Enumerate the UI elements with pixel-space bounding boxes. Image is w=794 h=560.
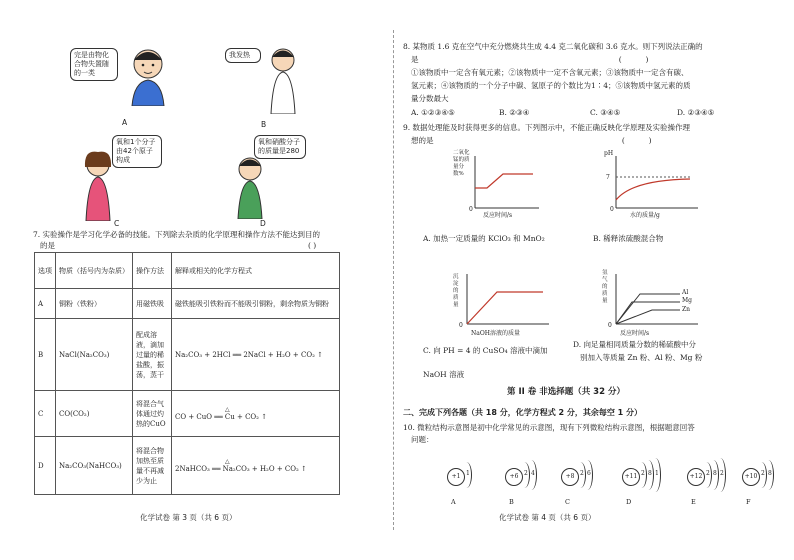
atom-nucleus: +10 <box>742 468 760 486</box>
q9-line1: 9. 数据处理能及时获得更多的信息。下列图示中，不能正确反映化学原理及实验操作理 <box>403 123 691 132</box>
graph-c-xlabel: NaOH溶液的质量 <box>471 330 520 337</box>
q8-option-a: A. ①②③④⑤ <box>411 108 455 117</box>
row-explain-text: 2NaHCO₃ ══ Na₂CO₃ + H₂O + CO₂ ↑ <box>175 465 307 473</box>
q8-line1: 8. 某物质 1.6 克在空气中充分燃烧共生成 4.4 克二氧化碳和 3.6 克水。则下列说法正确的 <box>403 42 703 51</box>
row-explain: 磁铁能吸引铁粉而不能吸引铜粉，剩余物质为铜粉 <box>172 289 340 319</box>
row-method: 将混合气体通过灼热的CuO <box>133 391 172 437</box>
reaction-condition: △ <box>225 406 230 413</box>
page-footer-left: 化学试卷 第 3 页（共 6 页） <box>140 513 237 522</box>
electron-count: 2 <box>524 470 528 477</box>
graph-b-zero: 0 <box>610 206 614 213</box>
graph-d-caption-2: 别加入等质量 Zn 粉、Al 粉、Mg 粉 <box>580 353 703 362</box>
row-substance: 铜粉（铁粉） <box>56 289 133 319</box>
row-substance: Na₂CO₃(NaHCO₃) <box>56 437 133 495</box>
q7-answer-paren: ( ) <box>308 241 317 250</box>
graph-b-caption: B. 稀释浓硫酸混合物 <box>593 234 664 243</box>
atom-nucleus: +11 <box>622 468 640 486</box>
table-header-explain: 解释或相关的化学方程式 <box>172 253 340 289</box>
electron-count: 1 <box>655 470 659 477</box>
table-row <box>35 319 340 391</box>
series-label-zn: Zn <box>682 306 691 313</box>
q9-line2: 想的是 ( ) <box>411 136 652 145</box>
cartoon-b <box>225 40 335 130</box>
atom-nucleus: +6 <box>505 468 523 486</box>
speech-text-b: 我发热 <box>229 51 250 59</box>
q7-stem-line2: 的是 <box>40 241 55 250</box>
left-page <box>0 0 393 560</box>
series-label-al: Al <box>682 289 689 296</box>
row-explain-text: CO + CuO ══ Cu + CO₂ ↑ <box>175 413 268 421</box>
atom-label: E <box>691 498 696 506</box>
graph-d-ylabel: 氢气的质量 <box>602 270 608 304</box>
table-header-substance: 物质（括号内为杂质） <box>56 253 133 289</box>
electron-count: 2 <box>761 470 765 477</box>
row-substance: CO(CO₂) <box>56 391 133 437</box>
table-header-option: 选项 <box>35 253 56 289</box>
atom-label: C <box>565 498 570 506</box>
atom-nucleus: +1 <box>447 468 465 486</box>
series-label-mg: Mg <box>682 297 692 304</box>
part2-title: 第 II 卷 非选择题（共 32 分） <box>507 387 625 397</box>
speech-text-a: 完是由物化合物失置随的一类 <box>74 51 109 77</box>
atom-label: B <box>509 498 514 506</box>
reaction-condition: △ <box>225 458 230 465</box>
atom-label: A <box>451 498 456 506</box>
boy-figure-icon <box>230 153 270 219</box>
speech-bubble-c <box>112 135 162 168</box>
table-row <box>35 437 340 495</box>
row-method: 配成溶液，滴加过量的稀盐酸，振荡，蒸干 <box>133 319 172 391</box>
graph-b-ytick: 7 <box>606 174 610 181</box>
electron-count: 2 <box>641 470 645 477</box>
electron-count: 8 <box>648 470 652 477</box>
girl-figure-icon <box>78 149 118 221</box>
graph-d-plot <box>602 270 702 338</box>
graph-c-caption-2: NaOH 溶液 <box>423 370 465 379</box>
row-method: 用磁铁吸 <box>133 289 172 319</box>
cartoon-a <box>70 40 180 130</box>
graph-d-xlabel: 反应时间/s <box>620 330 650 337</box>
graph-a <box>453 150 543 220</box>
cartoon-label-d: D <box>260 219 266 228</box>
electron-count: 8 <box>713 470 717 477</box>
q7-stem-line1: 7. 实验操作是学习化学必备的技能。下列除去杂质的化学原理和操作方法不能达到目的 <box>33 230 321 239</box>
row-substance: NaCl(Na₂CO₃) <box>56 319 133 391</box>
row-option: B <box>35 319 56 391</box>
electron-count: 4 <box>531 470 535 477</box>
speech-text-d: 氧和硝酸分子的质量是280 <box>258 138 300 155</box>
q8-option-b: B. ②③④ <box>499 108 530 117</box>
q8-line2: 是 ( ) <box>411 55 649 64</box>
graph-d-zero: 0 <box>608 322 612 329</box>
row-explain: Na₂CO₃ + 2HCl ══ 2NaCl + H₂O + CO₂ ↑ <box>172 319 340 391</box>
row-explain <box>172 437 340 495</box>
speech-text-c: 氧和1个分子由42个原子构成 <box>116 138 156 164</box>
row-explain <box>172 391 340 437</box>
atom-nucleus: +12 <box>687 468 705 486</box>
cartoon-d <box>230 135 340 230</box>
row-option: D <box>35 437 56 495</box>
graph-a-zero: 0 <box>469 206 473 213</box>
graph-c-caption-1: C. 向 PH = 4 的 CuSO₄ 溶液中滴加 <box>423 346 548 355</box>
page-footer-right: 化学试卷 第 4 页（共 6 页） <box>499 513 596 522</box>
atom-label: D <box>626 498 632 506</box>
right-page <box>397 0 794 560</box>
row-method: 将混合物加热至质量不再减少为止 <box>133 437 172 495</box>
graph-c-zero: 0 <box>459 322 463 329</box>
graph-a-xlabel: 反应时间/s <box>483 212 513 219</box>
graph-a-ylabel: 二氧化锰的质量分数% <box>453 150 470 177</box>
boy-figure-icon <box>263 44 303 114</box>
electron-count: 8 <box>768 470 772 477</box>
cartoon-label-b: B <box>261 120 267 129</box>
graph-b <box>602 150 702 220</box>
section2-heading: 二、完成下列各题（共 18 分，化学方程式 2 分，其余每空 1 分） <box>403 408 642 417</box>
graph-b-ylabel: pH <box>604 150 614 157</box>
cartoon-c <box>78 135 188 230</box>
electron-count: 2 <box>720 470 724 477</box>
q8-line3: ①该物质中一定含有氧元素；②该物质中一定不含氧元素；③该物质中一定含有碳、 <box>411 68 689 77</box>
speech-bubble-a <box>70 48 118 81</box>
graph-d <box>602 270 702 338</box>
atom-nucleus: +8 <box>561 468 579 486</box>
electron-count: 2 <box>706 470 710 477</box>
boy-figure-icon <box>118 44 178 106</box>
electron-count: 6 <box>587 470 591 477</box>
table-header-method: 操作方法 <box>133 253 172 289</box>
page-divider <box>393 30 394 530</box>
q10-line2: 问题： <box>411 435 434 444</box>
q8-option-d: D. ②③④⑤ <box>677 108 715 117</box>
q8-option-c: C. ③④⑤ <box>590 108 621 117</box>
atom-label: F <box>746 498 751 506</box>
row-option: A <box>35 289 56 319</box>
electron-count: 2 <box>580 470 584 477</box>
graph-c-ylabel: 沉淀的质量 <box>453 274 459 308</box>
atom-diagrams <box>437 458 772 510</box>
table-row <box>35 289 340 319</box>
graph-c <box>453 270 553 338</box>
cartoon-label-a: A <box>122 118 128 127</box>
q8-line5: 量分数最大 <box>411 94 449 103</box>
q10-line1: 10. 微粒结构示意图是初中化学常见的示意图，现有下列微粒结构示意图，根据题意回答 <box>403 423 695 432</box>
graph-a-caption: A. 加热一定质量的 KClO₃ 和 MnO₂ <box>423 234 545 243</box>
table-row <box>35 391 340 437</box>
q8-line4: 氢元素；④该物质的一个分子中碳、氢原子的个数比为1∶4；⑤该物质中氢元素的质 <box>411 81 691 90</box>
q7-table <box>34 252 340 495</box>
row-option: C <box>35 391 56 437</box>
graph-d-caption-1: D. 向足量相同质量分数的稀硫酸中分 <box>573 340 697 349</box>
graph-b-xlabel: 水的质量/g <box>630 212 660 219</box>
speech-bubble-b <box>225 48 261 63</box>
cartoon-label-c: C <box>114 219 120 228</box>
electron-count: 1 <box>466 470 470 477</box>
